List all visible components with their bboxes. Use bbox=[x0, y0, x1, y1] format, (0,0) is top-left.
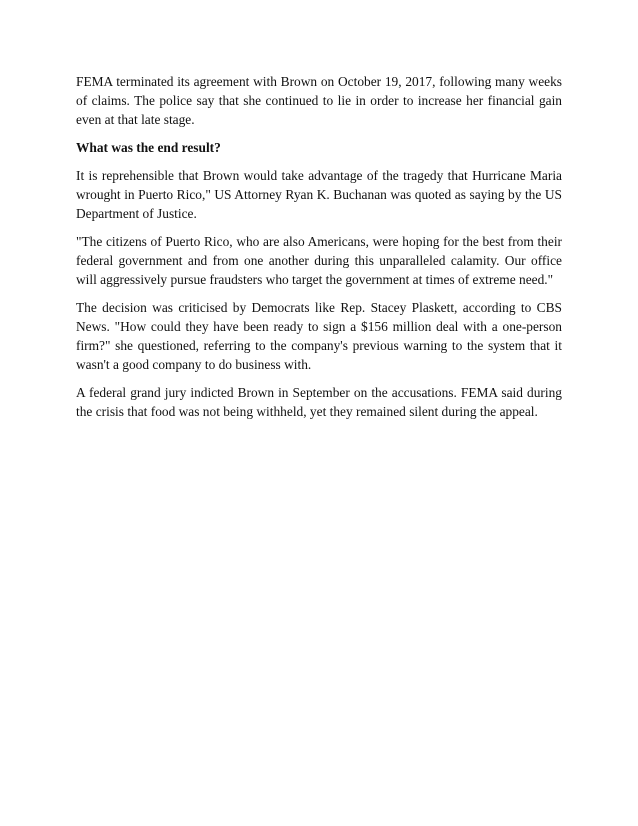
document-page bbox=[76, 72, 562, 430]
paragraph-attorney-quote: It is reprehensible that Brown would take advantage of the tragedy that Hurricane Maria wrought in Puerto Rico," US Attorney Ryan K. Buchanan was quoted as saying by the US Department of Justice. bbox=[76, 168, 562, 221]
paragraph-citizens-quote: "The citizens of Puerto Rico, who are also Americans, were hoping for the best from their federal government and from one another during this unparalleled calamity. Our office will aggressively pursue fraudsters who target the government at times of extreme need." bbox=[76, 234, 562, 287]
paragraph-fema-termination: FEMA terminated its agreement with Brown on October 19, 2017, following many weeks of claims. The police say that she continued to lie in order to increase her financial gain even at that late stage. bbox=[76, 74, 562, 127]
section-heading: What was the end result? bbox=[76, 140, 221, 155]
paragraph-criticism: The decision was criticised by Democrats like Rep. Stacey Plaskett, according to CBS News. "How could they have been ready to sign a $156 million deal with a one-person firm?" she questioned, referring to the company's previous warning to the system that it wasn't a good company to do business with. bbox=[76, 300, 562, 372]
paragraph-indictment: A federal grand jury indicted Brown in September on the accusations. FEMA said during the crisis that food was not being withheld, yet they remained silent during the appeal. bbox=[76, 385, 562, 419]
